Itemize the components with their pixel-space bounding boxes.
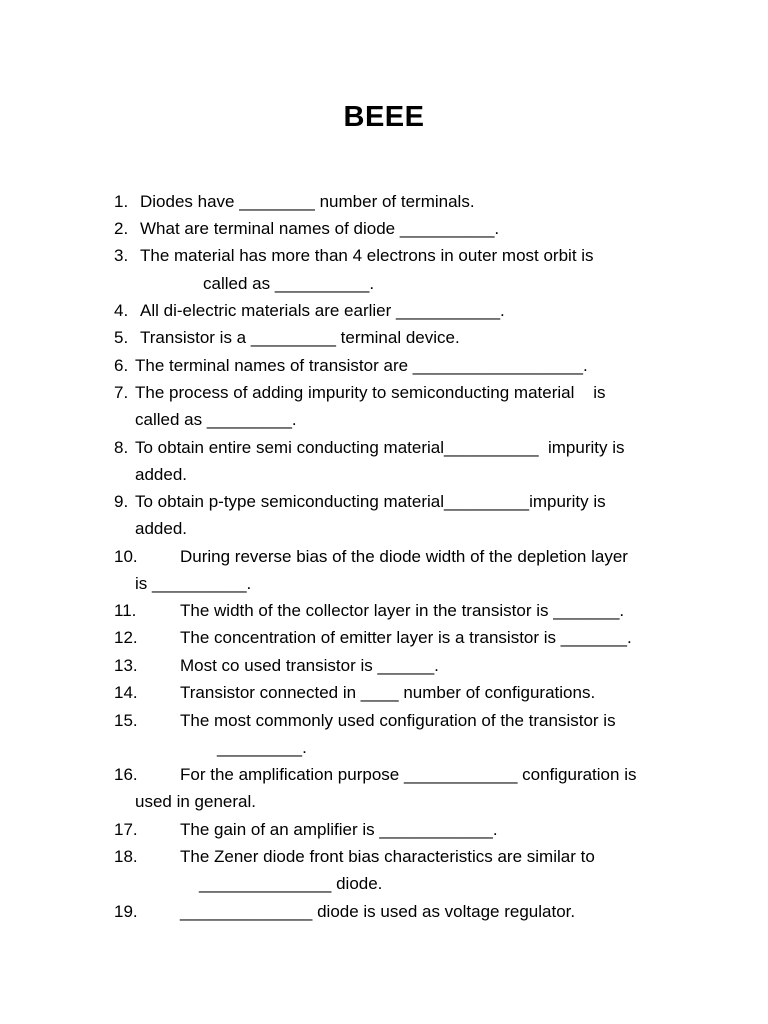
question-text-continued: _________. <box>217 738 307 757</box>
question-text: The width of the collector layer in the transistor is _______. <box>180 601 625 620</box>
document-title: BEEE <box>343 101 425 133</box>
question-number: 15. <box>114 711 138 730</box>
question-text-continued: called as __________. <box>203 274 375 293</box>
question-number: 3. <box>114 246 129 265</box>
question-number: 14. <box>114 683 138 702</box>
question-text: Most co used transistor is ______. <box>180 656 439 675</box>
question-text: ______________ diode is used as voltage regulator. <box>180 902 576 921</box>
question-text-continued: added. <box>135 519 187 538</box>
question-text: All di-electric materials are earlier ___________. <box>140 301 505 320</box>
question-number: 11. <box>114 601 137 620</box>
question-text: To obtain p-type semiconducting material_________impurity is <box>135 492 606 511</box>
question-text: The gain of an amplifier is ____________. <box>180 820 498 839</box>
question-text-continued: added. <box>135 465 187 484</box>
question-text-continued: called as _________. <box>135 410 297 429</box>
question-number: 2. <box>114 219 129 238</box>
question-number: 13. <box>114 656 138 675</box>
question-number: 8. <box>114 438 129 457</box>
question-text: The terminal names of transistor are __________________. <box>135 356 588 375</box>
question-number: 4. <box>114 301 129 320</box>
question-number: 5. <box>114 328 129 347</box>
question-number: 1. <box>114 192 129 211</box>
question-text: The most commonly used configuration of the transistor is <box>180 711 616 730</box>
question-text: The Zener diode front bias characteristics are similar to <box>180 847 595 866</box>
question-text: Transistor connected in ____ number of configurations. <box>180 683 596 702</box>
question-text: For the amplification purpose ____________ configuration is <box>180 765 637 784</box>
question-text: Diodes have ________ number of terminals. <box>140 192 475 211</box>
question-number: 7. <box>114 383 129 402</box>
question-text: What are terminal names of diode __________. <box>140 219 500 238</box>
question-number: 12. <box>114 628 138 647</box>
question-number: 18. <box>114 847 138 866</box>
question-text: During reverse bias of the diode width of the depletion layer <box>180 547 628 566</box>
question-text: The material has more than 4 electrons in outer most orbit is <box>140 246 594 265</box>
question-text: To obtain entire semi conducting material__________ impurity is <box>135 438 625 457</box>
question-text-continued: ______________ diode. <box>199 874 383 893</box>
question-number: 10. <box>114 547 138 566</box>
question-number: 19. <box>114 902 138 921</box>
question-text: The process of adding impurity to semiconducting material is <box>135 383 606 402</box>
question-text-continued: is __________. <box>135 574 252 593</box>
question-number: 6. <box>114 356 129 375</box>
question-number: 9. <box>114 492 129 511</box>
question-text-continued: used in general. <box>135 792 256 811</box>
question-text: Transistor is a _________ terminal device. <box>140 328 460 347</box>
question-text: The concentration of emitter layer is a transistor is _______. <box>180 628 632 647</box>
question-number: 17. <box>114 820 138 839</box>
question-number: 16. <box>114 765 138 784</box>
